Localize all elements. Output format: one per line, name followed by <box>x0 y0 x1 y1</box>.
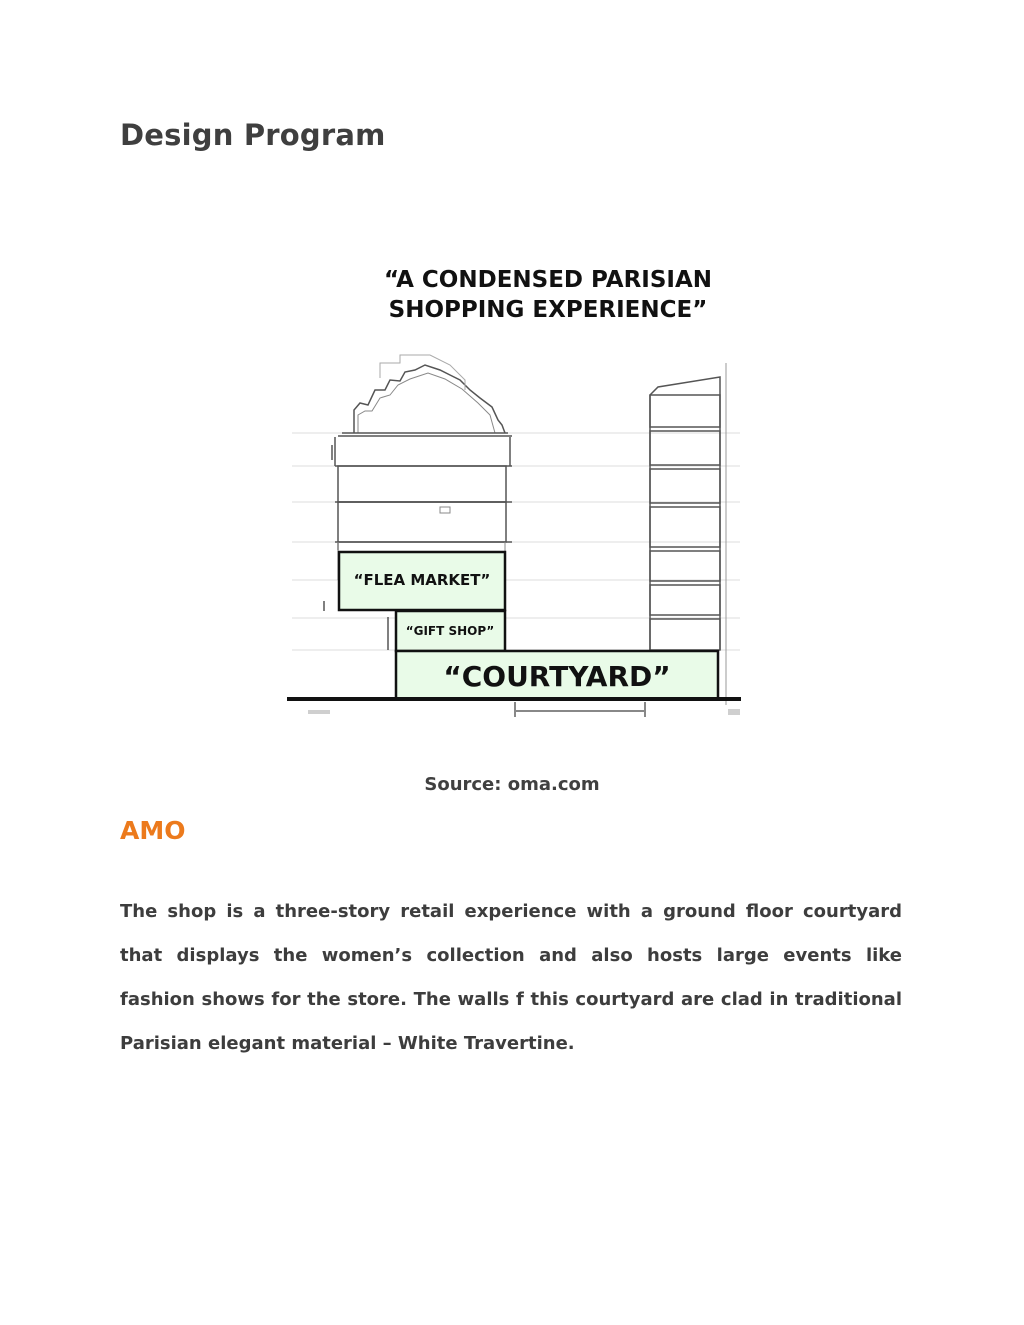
scale-mark-right <box>728 709 740 715</box>
diagram-title-line-1: “A CONDENSED PARISIAN <box>383 267 713 293</box>
body-paragraph: The shop is a three-story retail experience with a ground floor courtyard that displays the women’s collection and also hosts large events like fashion shows for the store. The walls f this courtyard are clad in traditional Parisian elegant material – White Travertine. <box>120 901 902 1054</box>
diagram-title-line-2: SHOPPING EXPERIENCE” <box>388 297 708 323</box>
flea-market-label: “FLEA MARKET” <box>353 571 491 589</box>
figure-caption: Source: oma.com <box>424 774 600 795</box>
scale-mark-left <box>308 710 330 714</box>
gift-shop-label: “GIFT SHOP” <box>405 624 495 638</box>
section-diagram-figure <box>280 255 750 725</box>
courtyard-label: “COURTYARD” <box>443 660 671 693</box>
basement-outline <box>515 702 645 717</box>
section-diagram <box>280 255 750 725</box>
section-heading: AMO <box>120 816 186 845</box>
page-title: Design Program <box>120 118 386 152</box>
